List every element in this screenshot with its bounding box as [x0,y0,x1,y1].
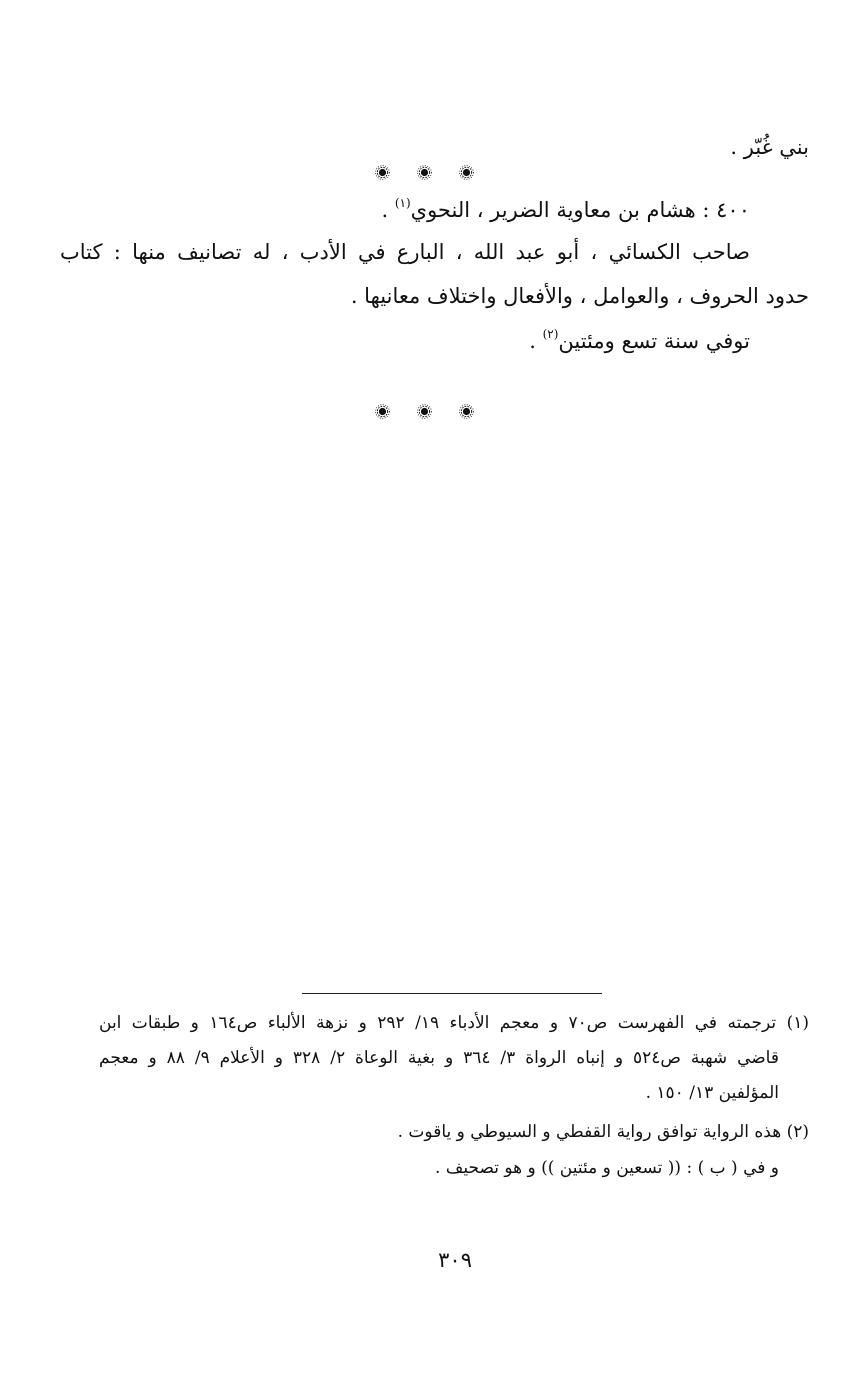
star-ornament-icon [375,404,390,419]
paragraph-line: صاحب الكسائي ، أبو عبد الله ، البارع في الأدب ، له تصانيف منها : كتاب [60,240,750,264]
footnote-ref-1: (١) [394,196,411,210]
paragraph-line: حدود الحروف ، والعوامل ، والأفعال واختلاف معانيها . [350,284,809,308]
footnote-2-line: و في ( ب ) : (( تسعين و مئتين )) و هو تصحيف . [434,1158,779,1178]
ornament-divider-bottom [375,404,474,419]
entry-heading-end: . [381,198,389,222]
star-ornament-icon [459,165,474,180]
entry-heading-text: ٤٠٠ : هشام بن معاوية الضرير ، النحوي [410,198,750,222]
death-note [529,327,750,353]
star-ornament-icon [417,404,432,419]
ornament-divider-top [375,165,474,180]
death-note-text: توفي سنة تسع ومئتين [558,329,750,353]
star-ornament-icon [459,404,474,419]
star-ornament-icon [375,165,390,180]
footnote-2-line: (٢) هذه الرواية توافق رواية القفطي و السيوطي و ياقوت . [397,1122,809,1142]
text-line-continuation: بني غُبّر . [730,135,809,159]
page-number: ٣٠٩ [438,1248,472,1272]
entry-heading [381,196,750,222]
footnote-ref-2: (٢) [542,327,559,341]
footnote-1-line: (١) ترجمته في الفهرست ص٧٠ و معجم الأدباء ١٩/ ٢٩٢ و نزهة الألباء ص١٦٤ و طبقات ابن [99,1013,809,1033]
death-note-end: . [529,329,536,353]
footnote-separator [302,993,602,994]
footnote-1-line: قاضي شهبة ص٥٢٤ و إنباه الرواة ٣/ ٣٦٤ و بغية الوعاة ٢/ ٣٢٨ و الأعلام ٩/ ٨٨ و معجم [99,1048,779,1068]
footnote-1-line: المؤلفين ١٣/ ١٥٠ . [645,1083,779,1103]
star-ornament-icon [417,165,432,180]
